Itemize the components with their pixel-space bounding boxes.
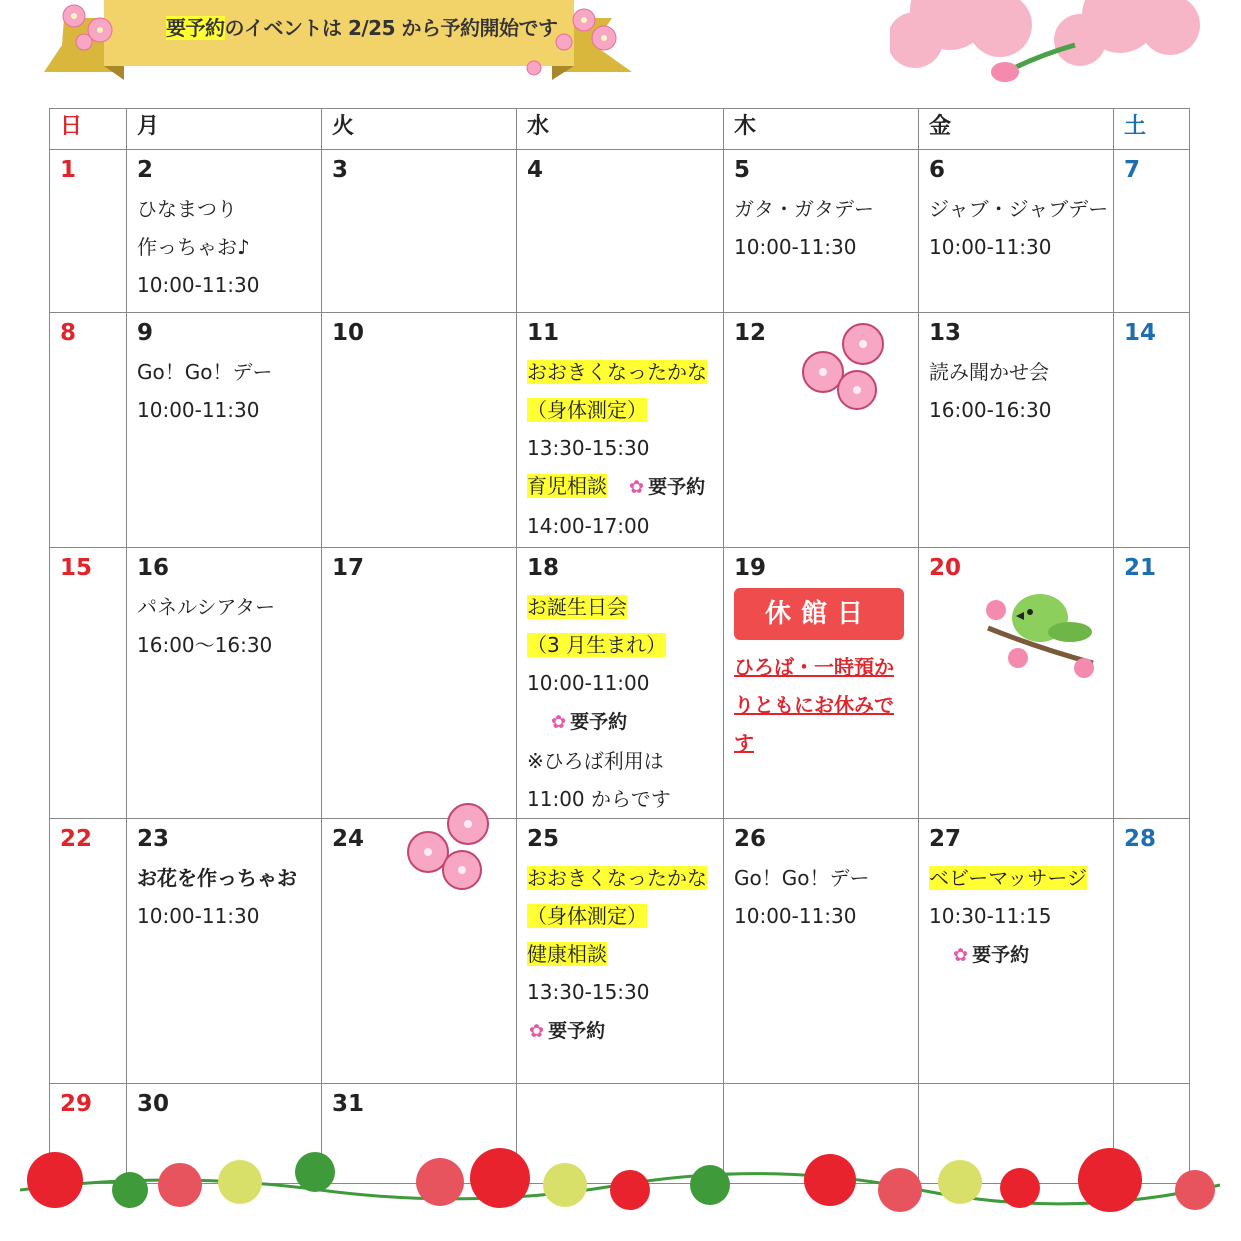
weekday-fri: 金: [919, 109, 1114, 150]
event-text: 13:30-15:30: [527, 980, 650, 1004]
event-text: 11:00 からです: [527, 787, 671, 811]
event-text: ジャブ・ジャブデー: [929, 197, 1109, 221]
event-line: [929, 228, 1113, 266]
event-line: [527, 467, 723, 507]
event-line: [527, 626, 723, 664]
day-cell: [50, 819, 127, 1084]
event-line: [527, 588, 723, 626]
day-cell: [322, 548, 517, 819]
strawberry-icon: [158, 1163, 202, 1207]
strawberry-icon: [1000, 1168, 1040, 1208]
event-line: [527, 1011, 723, 1051]
day-cell-content: [517, 313, 723, 545]
event-line: [527, 935, 723, 973]
day-cell-content: [322, 1084, 516, 1118]
event-text: お花を作っちゃお: [137, 866, 297, 890]
day-number: 18: [527, 555, 560, 581]
weekday-wed: 水: [517, 109, 724, 150]
day-cell: [517, 548, 724, 819]
strawberry-icon: [295, 1152, 335, 1192]
day-cell: [50, 150, 127, 313]
event-line: [527, 702, 723, 742]
reservation-label: 要予約: [570, 711, 628, 733]
strawberry-icon: [112, 1172, 148, 1208]
event-line: [137, 897, 321, 935]
day-cell-content: [724, 819, 918, 935]
day-cell-content: [1114, 1084, 1189, 1090]
weekday-header-row: [50, 109, 1190, 150]
day-cell-content: [50, 150, 126, 184]
day-cell-content: [322, 313, 516, 347]
day-cell: [50, 313, 127, 548]
day-cell: [724, 819, 919, 1084]
day-cell-content: [919, 313, 1113, 429]
event-text: 10:00-11:30: [137, 273, 260, 297]
day-cell-content: [517, 150, 723, 184]
day-cell-content: [322, 548, 516, 582]
event-text: 健康相談: [527, 942, 607, 966]
day-cell-content: [517, 1084, 723, 1090]
event-line: [137, 859, 321, 897]
strawberry-icon: [804, 1154, 856, 1206]
event-line: [527, 391, 723, 429]
day-number: 27: [929, 826, 962, 852]
day-number: 10: [332, 320, 365, 346]
day-cell: [1114, 548, 1190, 819]
day-cell: [1114, 819, 1190, 1084]
event-line: [929, 935, 1113, 975]
day-number: 21: [1124, 555, 1157, 581]
strawberry-icon: [543, 1163, 587, 1207]
day-cell: [127, 150, 322, 313]
day-cell: [322, 150, 517, 313]
day-number: 7: [1124, 157, 1141, 183]
blossom-cluster-icon: [398, 800, 508, 895]
strawberry-icon: [610, 1170, 650, 1210]
day-cell-content: [724, 1084, 918, 1090]
event-line: [929, 190, 1113, 228]
strawberry-icon: [878, 1168, 922, 1212]
day-cell-content: [919, 150, 1113, 266]
event-line: [929, 391, 1113, 429]
weekday-tue: 火: [322, 109, 517, 150]
day-number: 20: [929, 555, 962, 581]
strawberry-border-decoration: [20, 1130, 1230, 1230]
event-line: [137, 391, 321, 429]
weekday-sun: 日: [50, 109, 127, 150]
day-cell: [127, 819, 322, 1084]
day-cell-content: [517, 548, 723, 818]
day-number: 24: [332, 826, 365, 852]
day-cell-content: [919, 1084, 1113, 1090]
day-cell: [919, 819, 1114, 1084]
day-number: 13: [929, 320, 962, 346]
day-cell: [322, 313, 517, 548]
day-cell-content: [50, 548, 126, 582]
event-line: [929, 353, 1113, 391]
event-line: [734, 897, 918, 935]
weekday-sat: 土: [1114, 109, 1190, 150]
banner-rest: のイベントは 2/25 から予約開始です: [224, 16, 558, 40]
strawberry-icon: [690, 1165, 730, 1205]
day-number: 11: [527, 320, 560, 346]
reservation-label: 要予約: [548, 1020, 606, 1042]
strawberry-icon: [218, 1160, 262, 1204]
day-cell: [1114, 313, 1190, 548]
strawberry-icon: [416, 1158, 464, 1206]
event-line: [734, 190, 918, 228]
event-text: おおきくなったかな: [527, 360, 707, 384]
event-line: [527, 507, 723, 545]
day-number: 5: [734, 157, 751, 183]
day-cell-content: [1114, 819, 1189, 853]
day-cell: [724, 548, 919, 819]
event-text: 10:00-11:30: [137, 904, 260, 928]
strawberry-icon: [27, 1152, 83, 1208]
day-cell-content: [127, 313, 321, 429]
event-text: （身体測定）: [527, 398, 647, 422]
event-text: 読み聞かせ会: [929, 360, 1049, 384]
event-line: [137, 190, 321, 228]
event-text: 10:00-11:30: [734, 904, 857, 928]
day-number: 19: [734, 555, 767, 581]
closed-note: す: [734, 731, 754, 755]
day-cell: [919, 313, 1114, 548]
day-cell-content: [517, 819, 723, 1051]
event-text: （3 月生まれ）: [527, 633, 667, 657]
event-line: [137, 266, 321, 304]
day-cell: [517, 150, 724, 313]
event-text: おおきくなったかな: [527, 866, 707, 890]
event-line: [527, 664, 723, 702]
day-cell-content: [50, 819, 126, 853]
flower-icon: ✿: [629, 477, 645, 498]
reservation-label: 要予約: [648, 476, 706, 498]
day-cell-content: [322, 150, 516, 184]
day-number: 3: [332, 157, 349, 183]
event-line: [137, 228, 321, 266]
weekday-thu: 木: [724, 109, 919, 150]
flower-icon: ✿: [551, 712, 567, 733]
event-line: [137, 626, 321, 664]
reservation-required: [529, 1020, 605, 1042]
weekday-mon: 月: [127, 109, 322, 150]
day-cell-content: [919, 819, 1113, 975]
event-text: 13:30-15:30: [527, 436, 650, 460]
event-text: 16:00～16:30: [137, 633, 273, 657]
strawberry-icon: [1175, 1170, 1215, 1210]
event-text: Go！Go！デー: [734, 866, 870, 890]
week-row: [50, 313, 1190, 548]
day-number: 2: [137, 157, 154, 183]
day-number: 29: [60, 1091, 93, 1117]
day-cell-content: [127, 548, 321, 664]
banner-highlight: 要予約: [166, 16, 225, 40]
event-line: [527, 973, 723, 1011]
event-text: 10:00-11:00: [527, 671, 650, 695]
closed-note: りともにお休みで: [734, 693, 894, 717]
day-cell-content: [1114, 313, 1189, 347]
event-line: [137, 353, 321, 391]
banner-text: [166, 12, 557, 41]
event-text: ガタ・ガタデー: [734, 197, 874, 221]
event-text: 10:00-11:30: [137, 398, 260, 422]
event-text: 10:30-11:15: [929, 904, 1052, 928]
event-line: [527, 429, 723, 467]
day-cell: [50, 548, 127, 819]
strawberry-icon: [470, 1148, 530, 1208]
day-number: 12: [734, 320, 767, 346]
day-cell-content: [127, 1084, 321, 1118]
strawberry-icon: [1078, 1148, 1142, 1212]
blossom-cluster-icon: [795, 320, 905, 415]
strawberry-icon: [938, 1160, 982, 1204]
day-cell-content: [724, 548, 918, 762]
event-line: [527, 859, 723, 897]
flower-icon: ✿: [529, 1021, 545, 1042]
day-number: 22: [60, 826, 93, 852]
day-cell: [127, 548, 322, 819]
day-cell-content: [724, 150, 918, 266]
day-cell-content: [127, 150, 321, 304]
week-row: [50, 150, 1190, 313]
event-text: お誕生日会: [527, 595, 627, 619]
day-cell-content: [50, 1084, 126, 1118]
event-text: （身体測定）: [527, 904, 647, 928]
event-text: 16:00-16:30: [929, 398, 1052, 422]
reservation-required: [551, 711, 627, 733]
day-number: 9: [137, 320, 154, 346]
day-cell: [517, 313, 724, 548]
day-cell-content: [1114, 548, 1189, 582]
day-number: 26: [734, 826, 767, 852]
day-number: 1: [60, 157, 77, 183]
day-cell-content: [919, 548, 1113, 582]
day-number: 6: [929, 157, 946, 183]
event-line: [137, 588, 321, 626]
event-line: [527, 353, 723, 391]
event-line: [527, 742, 723, 780]
event-text: 10:00-11:30: [929, 235, 1052, 259]
day-number: 8: [60, 320, 77, 346]
day-cell-content: [50, 313, 126, 347]
day-number: 25: [527, 826, 560, 852]
event-text: 10:00-11:30: [734, 235, 857, 259]
event-line: [734, 228, 918, 266]
event-text: 作っちゃお♪: [137, 235, 250, 259]
event-line: [734, 859, 918, 897]
reservation-required: [629, 476, 705, 498]
week-row: [50, 819, 1190, 1084]
day-number: 31: [332, 1091, 365, 1117]
day-cell: [919, 150, 1114, 313]
closed-day-badge: 休館日: [734, 588, 904, 640]
event-line: [527, 897, 723, 935]
event-text: ひなまつり: [137, 197, 237, 221]
flower-icon: ✿: [953, 945, 969, 966]
day-cell: [724, 150, 919, 313]
event-text: 14:00-17:00: [527, 514, 650, 538]
closed-note: ひろば・一時預か: [734, 655, 894, 679]
day-number: 17: [332, 555, 365, 581]
event-text: ※ひろば利用は: [527, 749, 664, 773]
event-line: [527, 780, 723, 818]
cherry-blossom-decoration: [890, 0, 1210, 90]
event-line: [929, 897, 1113, 935]
day-cell: [127, 313, 322, 548]
day-number: 16: [137, 555, 170, 581]
bird-on-branch-icon: [978, 588, 1104, 688]
event-text: パネルシアター: [137, 595, 276, 619]
day-number: 23: [137, 826, 170, 852]
day-cell-content: [127, 819, 321, 935]
event-text: ベビーマッサージ: [929, 866, 1087, 890]
day-number: 30: [137, 1091, 170, 1117]
announcement-banner: [44, 0, 632, 82]
day-cell: [1114, 150, 1190, 313]
day-cell-content: [1114, 150, 1189, 184]
event-line: [929, 859, 1113, 897]
reservation-required: [953, 944, 1029, 966]
event-text: 育児相談: [527, 474, 607, 498]
day-number: 4: [527, 157, 544, 183]
reservation-label: 要予約: [972, 944, 1030, 966]
day-number: 14: [1124, 320, 1157, 346]
day-number: 28: [1124, 826, 1157, 852]
day-number: 15: [60, 555, 93, 581]
event-text: Go！Go！デー: [137, 360, 273, 384]
day-cell: [517, 819, 724, 1084]
